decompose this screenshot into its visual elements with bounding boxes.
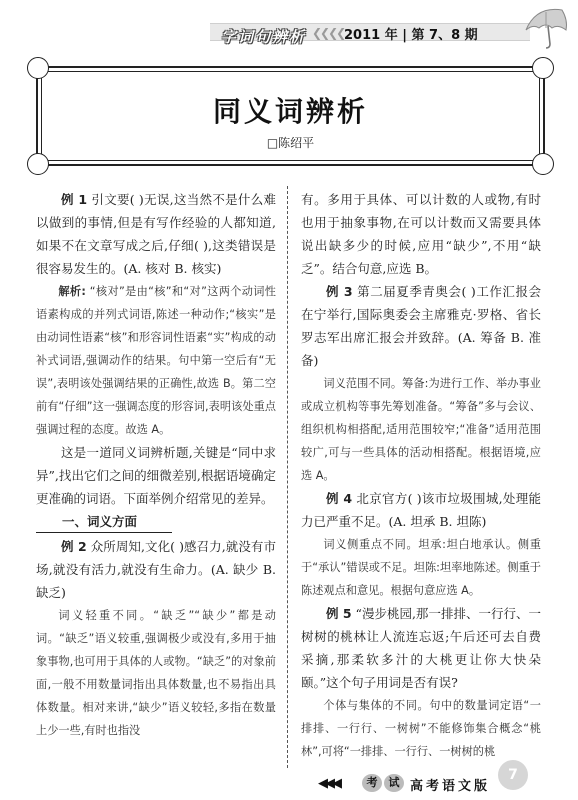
example-paragraph (36, 188, 276, 280)
example-paragraph (301, 280, 541, 372)
column-divider (287, 186, 288, 768)
magazine-edition: 高考语文版 (410, 779, 491, 794)
frame-corner-ornament (27, 153, 49, 175)
paragraph-text: 北京官方( )该市垃圾围城,处理能力已严重不足。(A. 坦承 B. 坦陈) (301, 491, 541, 529)
analysis-label: 解析: (58, 285, 86, 298)
example-label: 例 5 (326, 606, 352, 621)
example-paragraph (301, 602, 541, 694)
footer-badge: 试 (384, 774, 404, 792)
frame-corner-ornament (27, 57, 49, 79)
article-title: 同义词辨析 (212, 95, 368, 128)
paragraph-text: 第二届夏季青奥会( )工作汇报会在宁举行,国际奥委会主席雅克·罗格、省长罗志军出席汇报会并致辞。(A. 筹备 B. 准备) (301, 284, 541, 368)
umbrella-icon (522, 4, 572, 50)
example-paragraph (301, 487, 541, 533)
header-chevrons-icon: ❮❮❮❮ (312, 26, 345, 40)
explanation-paragraph: 词义侧重点不同。坦承:坦白地承认。侧重于“承认”错误或不足。坦陈:坦率地陈述。侧重于陈述观点和意见。根据句意应选 A。 (301, 538, 541, 597)
explanation-paragraph: 个体与集体的不同。句中的数量词定语“一排排、一行行、一树树”不能修饰集合概念“桃林”,可将“一排排、一行行、一树树的桃 (301, 699, 541, 758)
issue-label: 2011 年 | 第 7、8 期 (344, 28, 478, 43)
title-frame (36, 66, 545, 166)
footer-badge: 考 (362, 774, 382, 792)
example-paragraph (36, 535, 276, 604)
example-label: 例 3 (326, 284, 353, 299)
analysis-paragraph (36, 280, 276, 441)
article-author: □陈绍平 (266, 136, 315, 150)
body-paragraph: 有。多用于具体、可以计数的人或物,有时也用于抽象事物,在可以计数而又需要具体说出缺多少的时候,应用“缺少”,不用“缺乏”。结合句意,应选 B。 (301, 192, 541, 276)
paragraph-text: “漫步桃园,那一排排、一行行、一树树的桃林让人流连忘返;午后还可去自费采摘,那柔软多汁的大桃更让你大快朵颐。”这个句子用词是否有误? (301, 606, 541, 690)
frame-corner-ornament (532, 57, 554, 79)
body-paragraph: 这是一道同义词辨析题,关键是“同中求异”,找出它们之间的细微差别,根据语境确定更准确的词语。下面举例介绍常见的差异。 (36, 445, 276, 506)
page-number: 7 (498, 760, 528, 790)
frame-corner-ornament (532, 153, 554, 175)
left-column (36, 188, 276, 742)
paragraph-text: 引文要( )无误,这当然不是什么难以做到的事情,但是有写作经验的人都知道,如果不在文章写成之后,仔细( ),这类错误是很容易发生的。(A. 核对 B. 核实) (36, 192, 276, 276)
paragraph-text: 众所周知,文化( )感召力,就没有市场,就没有活力,就没有生命力。(A. 缺少 B. 缺乏) (36, 539, 276, 600)
paragraph-text: “核对”是由“核”和“对”这两个动词性语素构成的并列式词语,陈述一种动作;“核实”是由动词性语素“核”和形容词性语素“实”构成的动补式词语,强调动作的结果。句中第一空后有“无误”,表明该处强调结果的正确性,故选 B。第二空前有“仔细”这一强调态度的形容词,表明该处重点强调过程的态度。故选 A。 (36, 285, 276, 436)
right-column (301, 188, 541, 763)
example-label: 例 1 (61, 192, 88, 207)
example-label: 例 2 (61, 539, 87, 554)
explanation-paragraph: 词义范围不同。筹备:为进行工作、举办事业或成立机构等事先筹划准备。“筹备”多与会议、组织机构相搭配,适用范围较窄;“准备”适用范围较广,可与一些具体的活动相搭配。根据语境,应选 A。 (301, 377, 541, 482)
column-name: 字词句辨析 (221, 28, 307, 46)
footer-arrows-icon: ◀◀◀ (318, 776, 339, 791)
example-label: 例 4 (326, 491, 353, 506)
explanation-paragraph: 词义轻重不同。“缺乏”“缺少”都是动词。“缺乏”语义较重,强调极少或没有,多用于抽象事物,也可用于具体的人或物。“缺乏”的对象前面,一般不用数量词指出具体数量,也不易指出具体数量。相对来讲,“缺少”语义较轻,多指在数量上少一些,有时也指没 (36, 609, 276, 737)
section-heading: 一、词义方面 (36, 512, 172, 533)
page-header (0, 0, 578, 46)
